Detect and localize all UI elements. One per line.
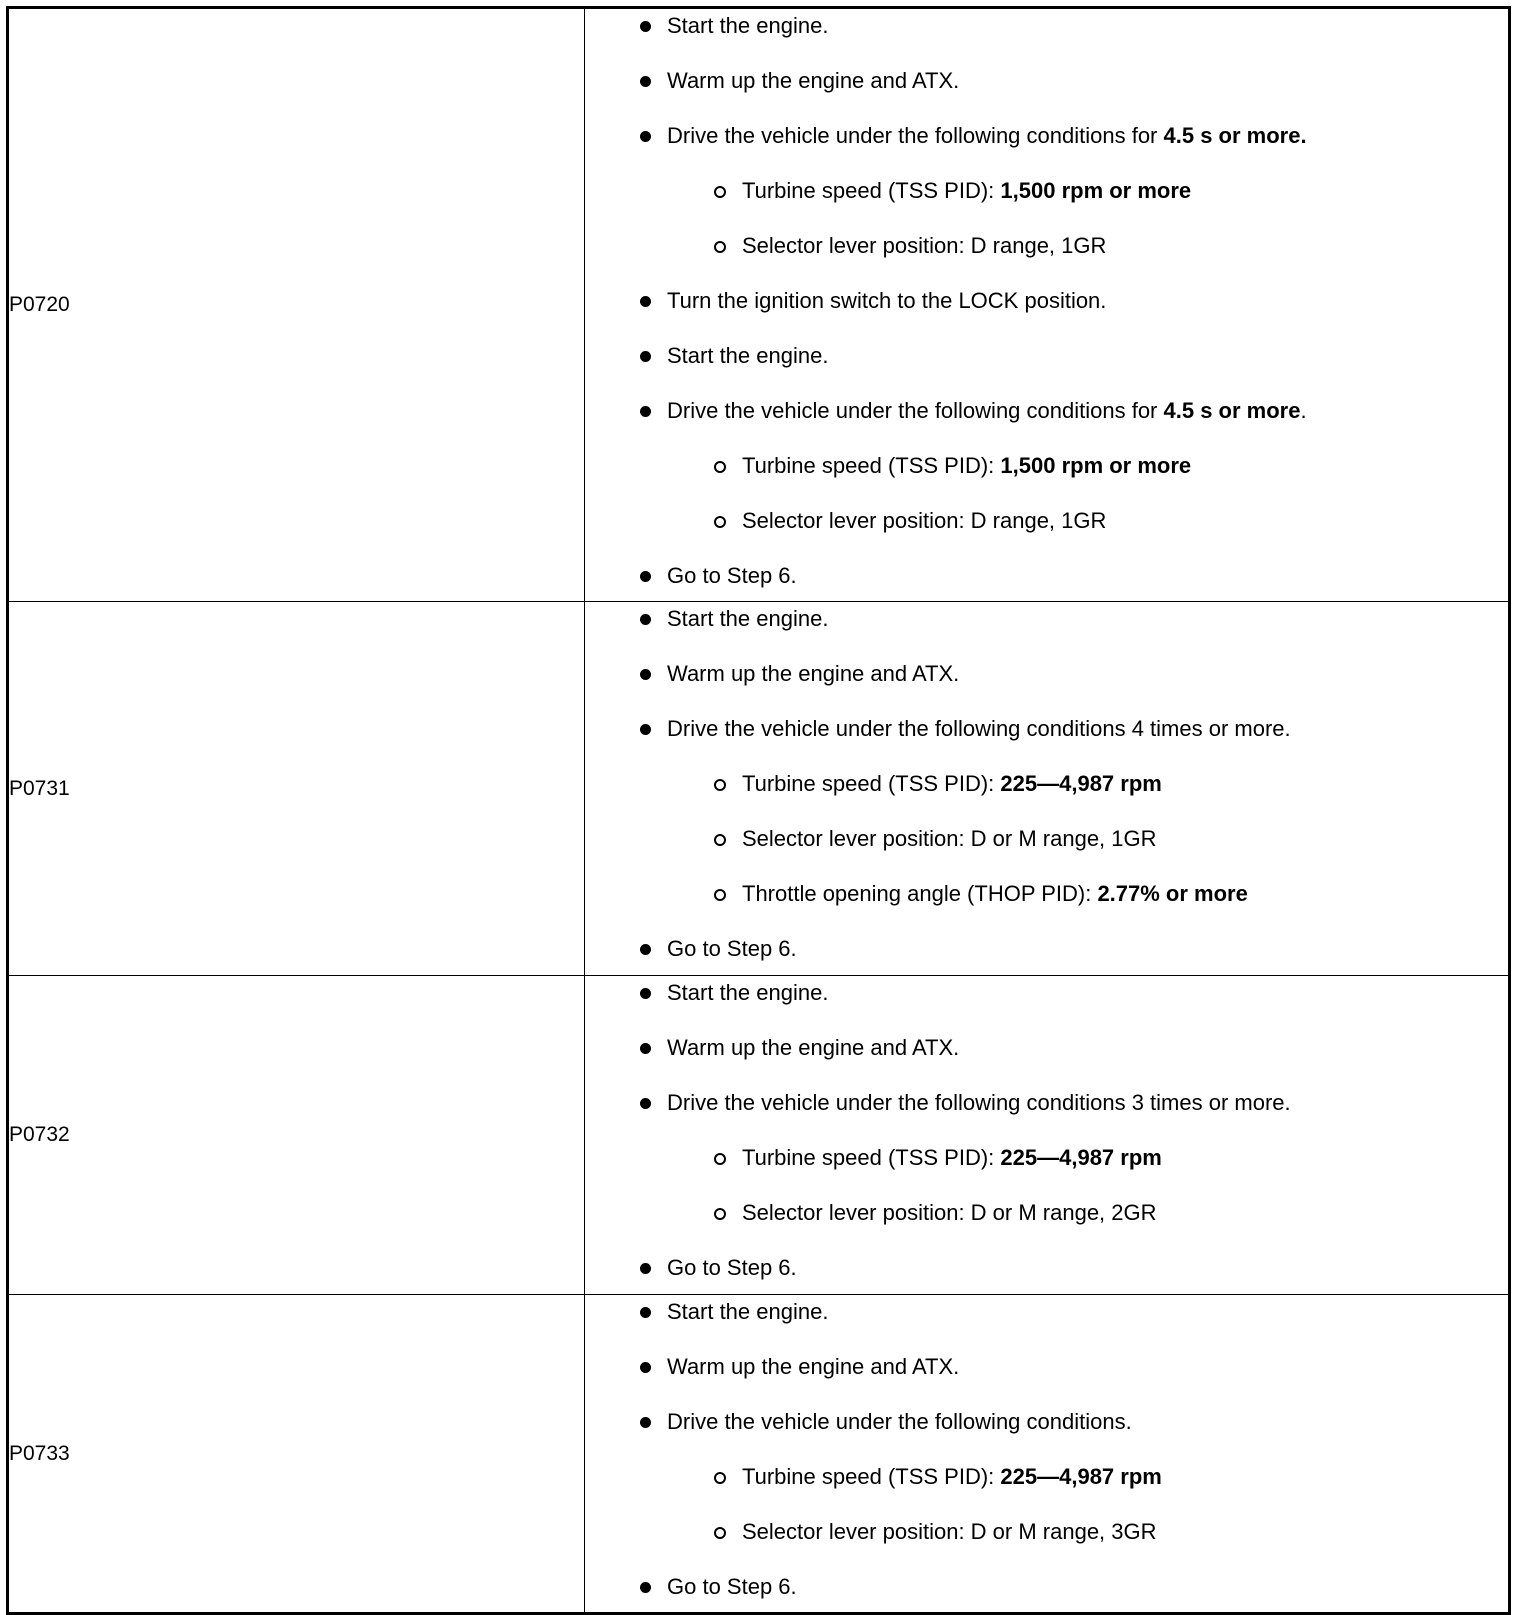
- hollow-bullet-icon: [714, 834, 726, 846]
- step-text: Drive the vehicle under the following conditions for: [667, 123, 1164, 148]
- step-text-bold: 225—4,987 rpm: [1000, 771, 1162, 796]
- procedure-substep: [742, 1519, 1157, 1545]
- filled-bullet-icon: [640, 1263, 651, 1274]
- table-row: [8, 976, 1510, 1295]
- hollow-bullet-icon: [714, 1472, 726, 1484]
- procedure-step: [667, 1299, 828, 1325]
- procedure-substep: [742, 178, 1191, 204]
- step-text: Turbine speed (TSS PID):: [742, 1145, 1001, 1170]
- hollow-bullet-icon: [714, 516, 726, 528]
- step-text-bold: 4.5 s or more.: [1163, 123, 1307, 148]
- step-text: Start the engine.: [667, 343, 829, 368]
- step-text: Selector lever position: D range, 1GR: [742, 233, 1107, 258]
- filled-bullet-icon: [640, 296, 651, 307]
- dtc-code-cell: [8, 976, 585, 1295]
- step-text: Start the engine.: [667, 1299, 829, 1324]
- procedure-step: [667, 1090, 1291, 1116]
- step-text: Warm up the engine and ATX.: [667, 1354, 960, 1379]
- dtc-code: P0731: [9, 776, 70, 800]
- dtc-code: P0733: [9, 1441, 70, 1465]
- step-text: Turbine speed (TSS PID):: [742, 178, 1001, 203]
- hollow-bullet-icon: [714, 1527, 726, 1539]
- filled-bullet-icon: [640, 21, 651, 32]
- procedure-step: [667, 563, 797, 589]
- hollow-bullet-icon: [714, 1153, 726, 1165]
- step-text: Drive the vehicle under the following conditions for: [667, 398, 1164, 423]
- procedure-step: [667, 936, 797, 962]
- dtc-code: P0732: [9, 1123, 70, 1146]
- procedure-substep: [742, 881, 1248, 907]
- procedure-step: [667, 1255, 797, 1281]
- step-text: Turbine speed (TSS PID):: [742, 453, 1001, 478]
- step-text-bold: 225—4,987 rpm: [1000, 1145, 1162, 1170]
- filled-bullet-icon: [640, 571, 651, 582]
- procedure-steps-cell: [585, 976, 1510, 1295]
- filled-bullet-icon: [640, 988, 651, 999]
- procedure-substep: [742, 233, 1106, 259]
- filled-bullet-icon: [640, 1043, 651, 1054]
- procedure-table: [6, 6, 1511, 1615]
- filled-bullet-icon: [640, 1307, 651, 1318]
- step-text: Throttle opening angle (THOP PID):: [742, 881, 1098, 906]
- step-text: Drive the vehicle under the following conditions 3 times or more.: [667, 1090, 1291, 1115]
- step-text-bold: 1,500 rpm or more: [1000, 453, 1192, 478]
- procedure-steps-cell: [585, 602, 1510, 976]
- procedure-step: [667, 716, 1291, 742]
- procedure-table-body: [8, 8, 1510, 1614]
- procedure-substep: [742, 1145, 1162, 1171]
- filled-bullet-icon: [640, 1098, 651, 1109]
- procedure-substep: [742, 508, 1106, 534]
- step-text: Go to Step 6.: [667, 1574, 797, 1599]
- dtc-code-cell: [8, 1295, 585, 1614]
- procedure-step: [667, 661, 959, 687]
- step-text: Warm up the engine and ATX.: [667, 1035, 960, 1060]
- step-text: .: [1300, 398, 1307, 423]
- table-row: [8, 602, 1510, 976]
- step-text: Selector lever position: D or M range, 3GR: [742, 1519, 1157, 1544]
- table-row: [8, 1295, 1510, 1614]
- step-text-bold: 225—4,987 rpm: [1000, 1464, 1162, 1489]
- hollow-bullet-icon: [714, 186, 726, 198]
- procedure-step: [667, 68, 959, 94]
- procedure-substep: [742, 1464, 1162, 1490]
- step-text: Start the engine.: [667, 980, 829, 1005]
- procedure-steps-cell: [585, 8, 1510, 602]
- dtc-code-cell: [8, 602, 585, 976]
- hollow-bullet-icon: [714, 461, 726, 473]
- filled-bullet-icon: [640, 944, 651, 955]
- step-text: Turbine speed (TSS PID):: [742, 771, 1001, 796]
- procedure-step: [667, 13, 828, 39]
- step-text-bold: 4.5 s or more: [1163, 398, 1301, 423]
- procedure-steps-cell: [585, 1295, 1510, 1614]
- filled-bullet-icon: [640, 406, 651, 417]
- procedure-substep: [742, 453, 1191, 479]
- procedure-step: [667, 1574, 797, 1600]
- procedure-step: [667, 980, 828, 1006]
- procedure-step: [667, 343, 828, 369]
- procedure-substep: [742, 771, 1162, 797]
- step-text: Start the engine.: [667, 13, 829, 38]
- step-text: Selector lever position: D range, 1GR: [742, 508, 1107, 533]
- dtc-code-cell: [8, 8, 585, 602]
- hollow-bullet-icon: [714, 241, 726, 253]
- filled-bullet-icon: [640, 614, 651, 625]
- step-text: Selector lever position: D or M range, 1GR: [742, 826, 1157, 851]
- procedure-step: [667, 398, 1307, 424]
- filled-bullet-icon: [640, 1582, 651, 1593]
- dtc-code: P0720: [9, 293, 70, 316]
- procedure-step: [667, 288, 1106, 314]
- step-text-bold: 1,500 rpm or more: [1000, 178, 1192, 203]
- filled-bullet-icon: [640, 351, 651, 362]
- hollow-bullet-icon: [714, 889, 726, 901]
- step-text: Selector lever position: D or M range, 2GR: [742, 1200, 1157, 1225]
- filled-bullet-icon: [640, 1362, 651, 1373]
- procedure-step: [667, 606, 828, 632]
- hollow-bullet-icon: [714, 779, 726, 791]
- step-text: Warm up the engine and ATX.: [667, 661, 960, 686]
- filled-bullet-icon: [640, 1417, 651, 1428]
- filled-bullet-icon: [640, 131, 651, 142]
- step-text: Drive the vehicle under the following conditions 4 times or more.: [667, 716, 1291, 741]
- step-text: Go to Step 6.: [667, 1255, 797, 1280]
- step-text: Warm up the engine and ATX.: [667, 68, 960, 93]
- filled-bullet-icon: [640, 76, 651, 87]
- step-text: Go to Step 6.: [667, 936, 797, 961]
- procedure-step: [667, 1354, 959, 1380]
- procedure-step: [667, 1035, 959, 1061]
- procedure-substep: [742, 826, 1157, 852]
- table-row: [8, 8, 1510, 602]
- filled-bullet-icon: [640, 724, 651, 735]
- step-text: Go to Step 6.: [667, 563, 797, 588]
- hollow-bullet-icon: [714, 1208, 726, 1220]
- step-text-bold: 2.77% or more: [1097, 881, 1248, 906]
- step-text: Turbine speed (TSS PID):: [742, 1464, 1001, 1489]
- filled-bullet-icon: [640, 669, 651, 680]
- procedure-substep: [742, 1200, 1157, 1226]
- step-text: Turn the ignition switch to the LOCK position.: [667, 288, 1107, 313]
- procedure-step: [667, 123, 1307, 149]
- step-text: Start the engine.: [667, 606, 829, 631]
- step-text: Drive the vehicle under the following conditions.: [667, 1409, 1132, 1434]
- procedure-step: [667, 1409, 1132, 1435]
